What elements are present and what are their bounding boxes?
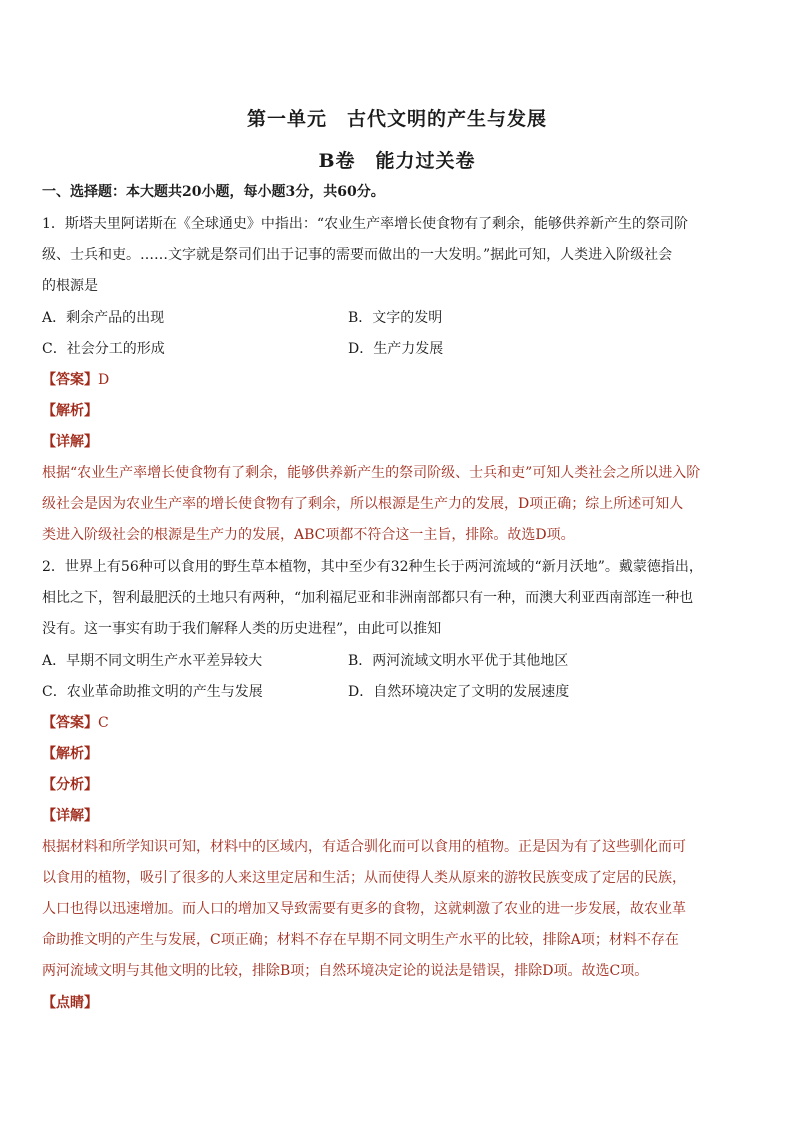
q1-option-c: C．社会分工的形成	[42, 341, 165, 357]
q1-stem-line: 1．斯塔夫里阿诺斯在《全球通史》中指出：“农业生产率增长使食物有了剩余，能够供养新产生的祭司阶	[42, 216, 689, 232]
page-subtitle: B卷 能力过关卷	[318, 150, 476, 172]
q1-detail-line: 类进入阶级社会的根源是生产力的发展，ABC项都不符合这一主旨，排除。故选D项。	[42, 527, 575, 543]
q2-stem-line: 2．世界上有56种可以食用的野生草本植物，其中至少有32种生长于两河流域的“新月沃地”。戴蒙德指出，	[42, 559, 703, 575]
q1-option-a: A．剩余产品的出现	[42, 310, 165, 326]
answer-tag: 【答案】	[42, 372, 98, 388]
answer-tag: 【答案】	[42, 715, 98, 731]
q1-stem-line: 的根源是	[42, 278, 98, 294]
q2-analysis-tag: 【解析】	[42, 746, 98, 762]
answer-value: D	[98, 372, 110, 388]
page-title: 第一单元 古代文明的产生与发展	[246, 108, 547, 130]
q2-detail-line: 命助推文明的产生与发展，C项正确；材料不存在早期不同文明生产水平的比较，排除A项；材料不存在	[42, 932, 679, 948]
section-heading: 一、选择题：本大题共20小题，每小题3分，共60分。	[42, 184, 385, 200]
q2-stem-line: 相比之下，智利最肥沃的土地只有两种，“加利福尼亚和非洲南部都只有一种，而澳大利亚西南部连一种也	[42, 590, 694, 606]
answer-value: C	[98, 715, 109, 731]
q1-analysis-tag: 【解析】	[42, 403, 98, 419]
q1-answer	[42, 370, 762, 390]
q2-fenxi-tag: 【分析】	[42, 777, 98, 793]
q2-stem-line: 没有。这一事实有助于我们解释人类的历史进程”，由此可以推知	[42, 621, 442, 637]
q2-option-c: C．农业革命助推文明的产生与发展	[42, 684, 263, 700]
q1-option-d: D．生产力发展	[348, 341, 444, 357]
q1-stem-line: 级、士兵和吏。……文字就是祭司们出于记事的需要而做出的一大发明。”据此可知，人类进入阶级社会	[42, 247, 673, 263]
q2-detail-line: 人口也得以迅速增加。而人口的增加又导致需要有更多的食物，这就刺激了农业的进一步发展，故农业革	[42, 901, 686, 917]
q2-option-a: A．早期不同文明生产水平差异较大	[42, 653, 263, 669]
q1-detail-tag: 【详解】	[42, 434, 98, 450]
q1-detail-line: 级社会是因为农业生产率的增长使食物有了剩余，所以根源是生产力的发展，D项正确；综上所述可知人	[42, 496, 684, 512]
q2-answer	[42, 713, 762, 733]
q2-option-d: D．自然环境决定了文明的发展速度	[348, 684, 570, 700]
q1-option-b: B．文字的发明	[348, 310, 443, 326]
q2-dianjing-tag: 【点睛】	[42, 995, 98, 1011]
q2-detail-line: 两河流域文明与其他文明的比较，排除B项；自然环境决定论的说法是错误，排除D项。故选C项。	[42, 963, 649, 979]
q2-detail-line: 以食用的植物，吸引了很多的人来这里定居和生活；从而使得人类从原来的游牧民族变成了定居的民族，	[42, 870, 686, 886]
q1-detail-line: 根据“农业生产率增长使食物有了剩余，能够供养新产生的祭司阶级、士兵和吏”可知人类社会之所以进入阶	[42, 465, 701, 481]
q2-detail-line: 根据材料和所学知识可知，材料中的区域内，有适合驯化而可以食用的植物。正是因为有了这些驯化而可	[42, 839, 686, 855]
q2-option-b: B．两河流域文明水平优于其他地区	[348, 653, 569, 669]
q2-detail-tag: 【详解】	[42, 808, 98, 824]
